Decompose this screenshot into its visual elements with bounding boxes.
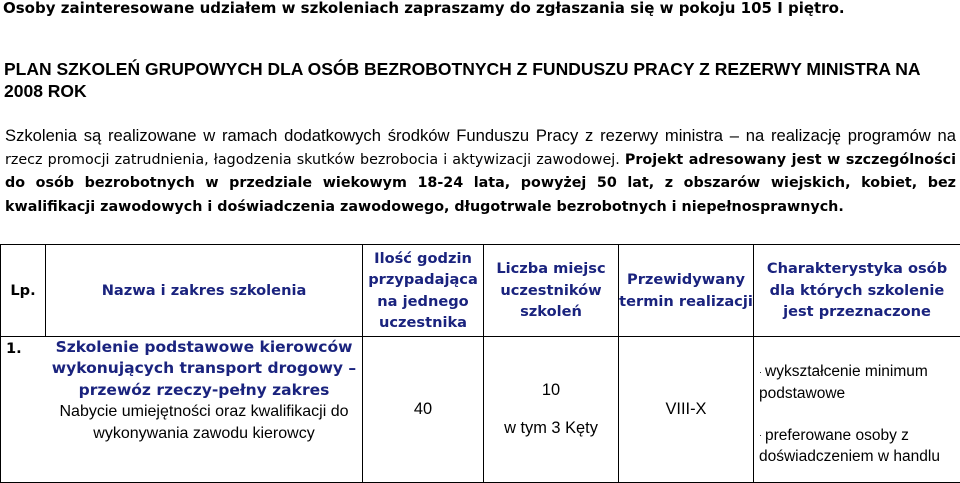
cell-term: VIII-X xyxy=(619,337,754,483)
intro-lead: Szkolenia są realizowane w ramach dodatkowych środków Funduszu Pracy z rezerwy ministra – na realizację programów na xyxy=(5,126,956,145)
target-item xyxy=(759,425,960,468)
intro-continuation: rzecz promocji zatrudnienia, łagodzenia skutków bezrobocia i aktywizacji zawodowej. xyxy=(5,152,620,168)
target-item-text: preferowane osoby z doświadczeniem w handlu xyxy=(759,427,940,466)
table-row xyxy=(1,337,960,483)
training-plan-table xyxy=(0,244,960,483)
cell-target xyxy=(754,337,960,483)
cell-places xyxy=(484,337,619,483)
bullet-icon: · xyxy=(759,430,762,440)
table-header-row xyxy=(1,245,960,337)
row-number: 1. xyxy=(6,340,22,357)
training-description: Nabycie umiejętności oraz kwalifikacji do wykonywania zawodu kierowcy xyxy=(46,401,362,444)
notice-line: Osoby zainteresowane udziałem w szkoleniach zapraszamy do zgłaszania się w pokoju 105 I piętro. xyxy=(3,0,845,19)
cell-hours: 40 xyxy=(363,337,484,483)
plan-heading: PLAN SZKOLEŃ GRUPOWYCH DLA OSÓB BEZROBOTNYCH Z FUNDUSZU PRACY Z REZERWY MINISTRA NA 2008 ROK xyxy=(4,58,956,102)
cell-name xyxy=(1,337,363,483)
header-target: Charakterystyka osób dla których szkolenie jest przeznaczone xyxy=(754,245,960,337)
header-hours: Ilość godzin przypadająca na jednego uczestnika xyxy=(363,245,484,337)
header-name: Nazwa i zakres szkolenia xyxy=(46,245,363,337)
intro-paragraph xyxy=(5,124,956,219)
header-lp: Lp. xyxy=(1,245,46,337)
intro-emphasis: Projekt adresowany jest w szczególności do osób bezrobotnych w przedziale wiekowym 18-24 lata, powyżej 50 lat, z obszarów wiejskich, kobiet, bez kwalifikacji zawodowych i doświadczenia zawodowego, długotrwale bezrobotnych i niepełnosprawnych. xyxy=(5,152,956,214)
training-title: Szkolenie podstawowe kierowców wykonujących transport drogowy – przewóz rzeczy-pełny zakres xyxy=(46,337,362,402)
bullet-icon: · xyxy=(759,367,762,377)
header-places: Liczba miejsc uczestników szkoleń xyxy=(484,245,619,337)
header-term: Przewidywany termin realizacji xyxy=(619,245,754,337)
places-detail: w tym 3 Kęty xyxy=(504,419,598,437)
places-total: 10 xyxy=(484,381,618,400)
target-item xyxy=(759,361,960,404)
target-item-text: wykształcenie minimum podstawowe xyxy=(759,363,928,402)
